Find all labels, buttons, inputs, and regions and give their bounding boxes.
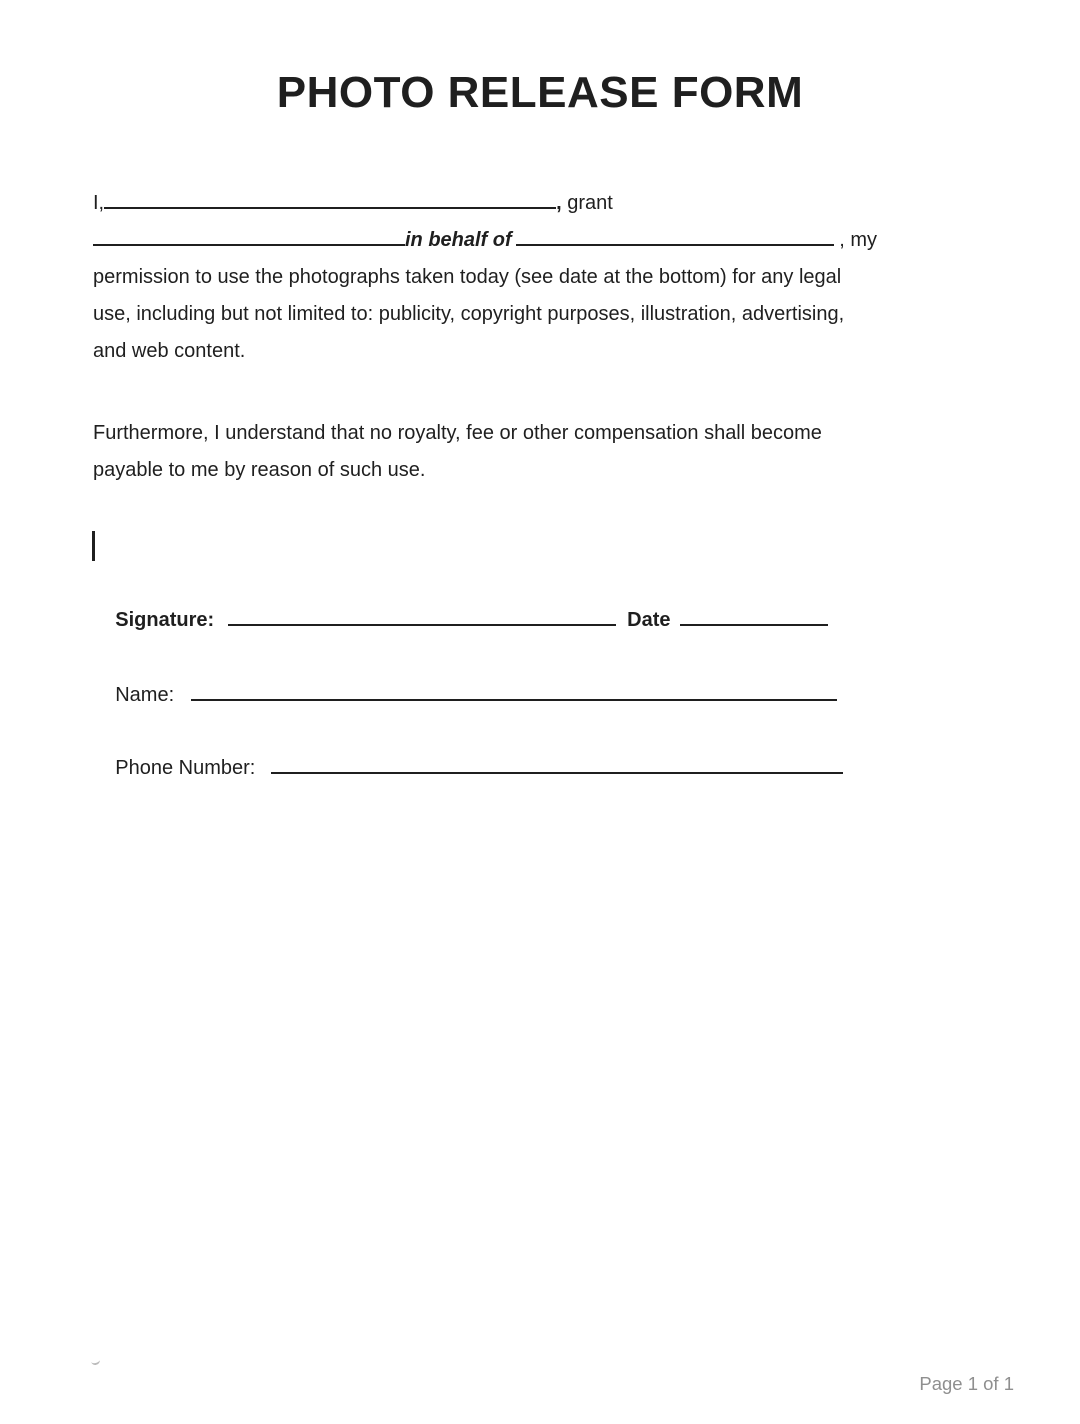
my-suffix-text: , my xyxy=(833,229,878,251)
behalf-of-blank[interactable] xyxy=(516,242,834,246)
grant-word: grant xyxy=(561,192,613,214)
behalf-of-text: in behalf of xyxy=(405,229,512,251)
stray-ink-mark xyxy=(90,1357,100,1366)
royalty-line-2: payable to me by reason of such use. xyxy=(93,459,426,481)
phone-number-blank[interactable] xyxy=(271,770,843,774)
phone-number-label: Phone Number: xyxy=(115,757,256,779)
signature-label: Signature: xyxy=(115,609,215,631)
grant-prefix: I, xyxy=(93,192,105,214)
grant-paragraph xyxy=(93,185,953,370)
grant-line-3: permission to use the photographs taken today (see date at the bottom) for any legal xyxy=(93,266,842,288)
comma-after-grantor-blank: , xyxy=(556,192,562,214)
date-blank[interactable] xyxy=(680,622,828,626)
grant-line-5: and web content. xyxy=(93,340,246,362)
grantor-name-blank[interactable] xyxy=(104,205,556,209)
royalty-paragraph xyxy=(93,415,953,489)
page-indicator: Page 1 of 1 xyxy=(919,1373,1014,1394)
phone-row xyxy=(93,713,843,824)
name-blank[interactable] xyxy=(191,697,837,701)
signature-blank[interactable] xyxy=(228,622,616,626)
date-label: Date xyxy=(627,609,671,631)
name-label: Name: xyxy=(115,684,175,706)
page-title: PHOTO RELEASE FORM xyxy=(276,68,804,117)
grantee-name-blank[interactable] xyxy=(93,242,405,246)
grant-line-1 xyxy=(93,185,953,222)
grant-line-4: use, including but not limited to: publicity, copyright purposes, illustration, advertising, xyxy=(93,303,845,325)
grant-line-2 xyxy=(93,222,953,259)
text-cursor-caret xyxy=(92,531,95,561)
royalty-line-1: Furthermore, I understand that no royalty, fee or other compensation shall become xyxy=(93,422,822,444)
